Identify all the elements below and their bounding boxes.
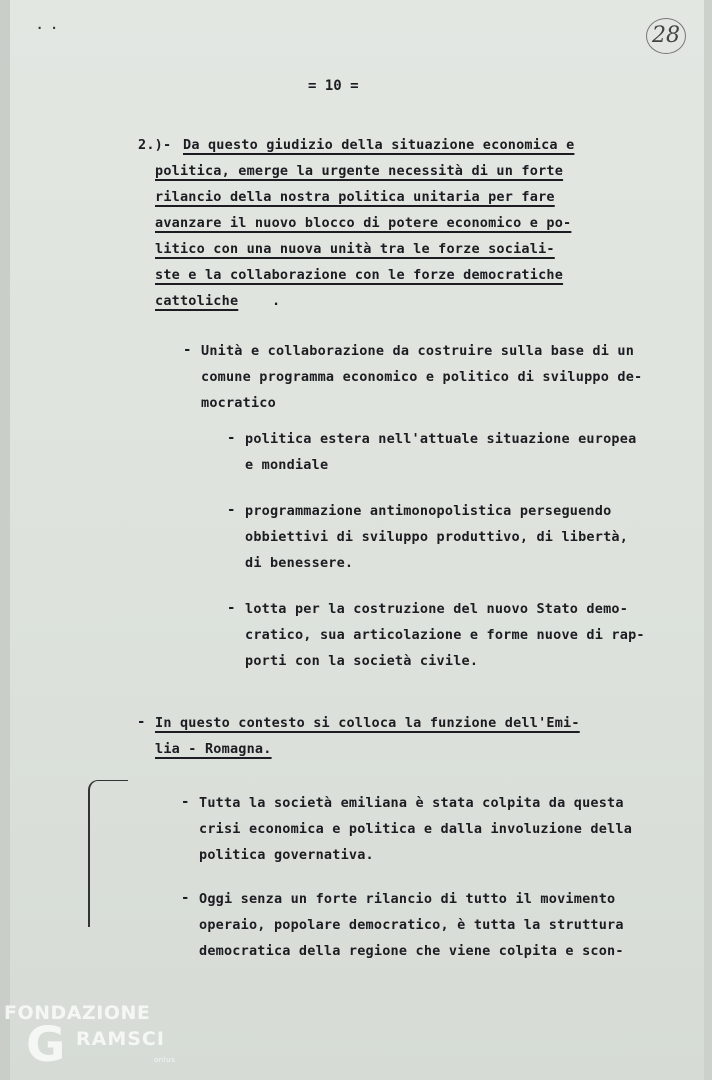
- sub-item-line: di benessere.: [245, 555, 354, 571]
- sub-item-line: lotta per la costruzione del nuovo Stato demo-: [245, 601, 629, 617]
- sub-item-line: e mondiale: [245, 457, 329, 473]
- watermark-tag: onlus: [154, 1056, 176, 1064]
- sub-item-line: programmazione antimonopolistica perseguendo: [245, 503, 612, 519]
- sub-item-line: porti con la società civile.: [245, 653, 479, 669]
- section-line-3: rilancio della nostra politica unitaria per fare: [155, 189, 555, 205]
- margin-bracket-mark: [88, 780, 128, 927]
- sub-item-line: cratico, sua articolazione e forme nuove di rap-: [245, 627, 645, 643]
- section-line-4: avanzare il nuovo blocco di potere economico e po-: [155, 215, 572, 231]
- section-label: 2.)-: [138, 137, 172, 153]
- scan-left-edge: [0, 0, 10, 1080]
- society-marker: -: [181, 794, 190, 810]
- fondazione-gramsci-watermark: [4, 1002, 204, 1074]
- unity-line-3: mocratico: [201, 395, 276, 411]
- today-marker: -: [181, 890, 190, 906]
- page-number: = 10 =: [308, 78, 359, 94]
- today-line-3: democratica della regione che viene colpita e scon-: [199, 943, 624, 959]
- section-line-2: politica, emerge la urgente necessità di un forte: [155, 163, 564, 179]
- archive-number-stamp: 28: [646, 18, 686, 54]
- unity-line-2: comune programma economico e politico di sviluppo de-: [201, 369, 643, 385]
- sub-item-marker: -: [227, 430, 236, 446]
- sub-item-line: obbiettivi di sviluppo produttivo, di libertà,: [245, 529, 629, 545]
- context-line-2: lia - Romagna.: [155, 741, 272, 757]
- context-line-1: In questo contesto si colloca la funzione dell'Emi-: [155, 715, 580, 731]
- watermark-line-1: FONDAZIONE: [4, 1002, 151, 1024]
- watermark-g-letter: G: [26, 1017, 66, 1073]
- today-line-1: Oggi senza un forte rilancio di tutto il movimento: [199, 891, 616, 907]
- society-line-1: Tutta la società emiliana è stata colpita da questa: [199, 795, 624, 811]
- scan-right-edge: [704, 0, 712, 1080]
- society-line-3: politica governativa.: [199, 847, 374, 863]
- section-line-7-period: .: [272, 293, 281, 309]
- unity-marker: -: [183, 342, 192, 358]
- unity-line-1: Unità e collaborazione da costruire sulla base di un: [201, 343, 635, 359]
- context-marker: -: [137, 714, 146, 730]
- today-line-2: operaio, popolare democratico, è tutta la struttura: [199, 917, 624, 933]
- sub-item-marker: -: [227, 502, 236, 518]
- section-line-1: Da questo giudizio della situazione economica e: [183, 137, 575, 153]
- section-line-7: cattoliche: [155, 293, 239, 309]
- society-line-2: crisi economica e politica e dalla involuzione della: [199, 821, 633, 837]
- sub-item-line: politica estera nell'attuale situazione europea: [245, 431, 637, 447]
- sub-item-marker: -: [227, 600, 236, 616]
- section-line-6: ste e la collaborazione con le forze democratiche: [155, 267, 564, 283]
- watermark-line-2: RAMSCI: [76, 1028, 165, 1050]
- header-dots: . .: [36, 18, 58, 32]
- section-line-5: litico con una nuova unità tra le forze sociali-: [155, 241, 555, 257]
